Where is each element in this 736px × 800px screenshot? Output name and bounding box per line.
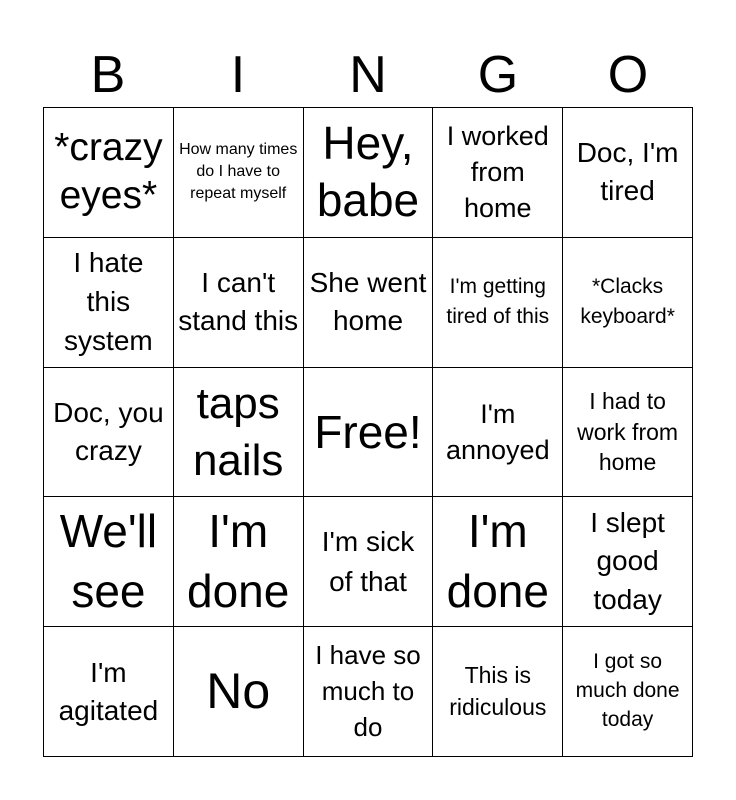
cell-text: I'm sick of that <box>321 526 415 597</box>
cell-text: I'm done <box>446 504 549 617</box>
cell-text: I hate this system <box>64 247 153 356</box>
bingo-cell[interactable] <box>174 238 304 368</box>
cell-text: I worked from home <box>446 121 549 224</box>
bingo-cell[interactable] <box>563 108 693 238</box>
bingo-cell[interactable] <box>44 108 174 238</box>
cell-text: I got so much done today <box>575 650 680 732</box>
cell-text: *Clacks keyboard* <box>580 275 675 329</box>
cell-text: No <box>206 663 271 720</box>
cell-text: *crazy eyes* <box>54 125 163 218</box>
cell-text: I'm done <box>187 504 290 617</box>
bingo-cell[interactable] <box>433 497 563 627</box>
cell-text: Hey, babe <box>316 117 420 227</box>
bingo-header <box>43 46 693 104</box>
bingo-cell[interactable] <box>174 108 304 238</box>
bingo-cell[interactable] <box>563 627 693 757</box>
cell-text: Doc, I'm tired <box>576 136 679 207</box>
free-space[interactable] <box>304 368 434 498</box>
header-letter-b: B <box>90 46 126 104</box>
cell-text: I have so much to do <box>315 639 421 742</box>
bingo-cell[interactable] <box>44 627 174 757</box>
bingo-cell[interactable] <box>44 497 174 627</box>
bingo-grid <box>43 107 693 757</box>
bingo-cell[interactable] <box>563 497 693 627</box>
cell-text: This is ridiculous <box>449 661 547 720</box>
bingo-cell[interactable] <box>433 627 563 757</box>
bingo-cell[interactable] <box>44 238 174 368</box>
cell-text: I'm agitated <box>58 657 159 726</box>
cell-text: I'm annoyed <box>445 398 550 465</box>
cell-text: Doc, you crazy <box>53 396 164 466</box>
bingo-cell[interactable] <box>563 238 693 368</box>
bingo-cell[interactable] <box>174 627 304 757</box>
bingo-cell[interactable] <box>433 108 563 238</box>
header-letter-o: O <box>607 46 649 104</box>
cell-text: I slept good today <box>590 506 665 616</box>
bingo-cell[interactable] <box>44 368 174 498</box>
cell-text: She went home <box>309 266 427 337</box>
bingo-cell[interactable] <box>433 238 563 368</box>
bingo-cell[interactable] <box>433 368 563 498</box>
bingo-cell[interactable] <box>174 368 304 498</box>
header-letter-n: N <box>349 46 387 104</box>
bingo-cell[interactable] <box>563 368 693 498</box>
bingo-cell[interactable] <box>304 238 434 368</box>
cell-text: How many times do I have to repeat myself <box>179 141 298 203</box>
cell-text: We'll see <box>59 504 158 617</box>
cell-text: taps nails <box>192 378 284 485</box>
free-space-text: Free! <box>314 405 422 458</box>
header-letter-g: G <box>477 46 519 104</box>
cell-text: I had to work from home <box>577 388 679 476</box>
cell-text: I'm getting tired of this <box>446 275 550 329</box>
cell-text: I can't stand this <box>178 266 299 337</box>
bingo-cell[interactable] <box>174 497 304 627</box>
header-letter-i: I <box>230 46 246 104</box>
bingo-cell[interactable] <box>304 627 434 757</box>
bingo-cell[interactable] <box>304 497 434 627</box>
bingo-cell[interactable] <box>304 108 434 238</box>
